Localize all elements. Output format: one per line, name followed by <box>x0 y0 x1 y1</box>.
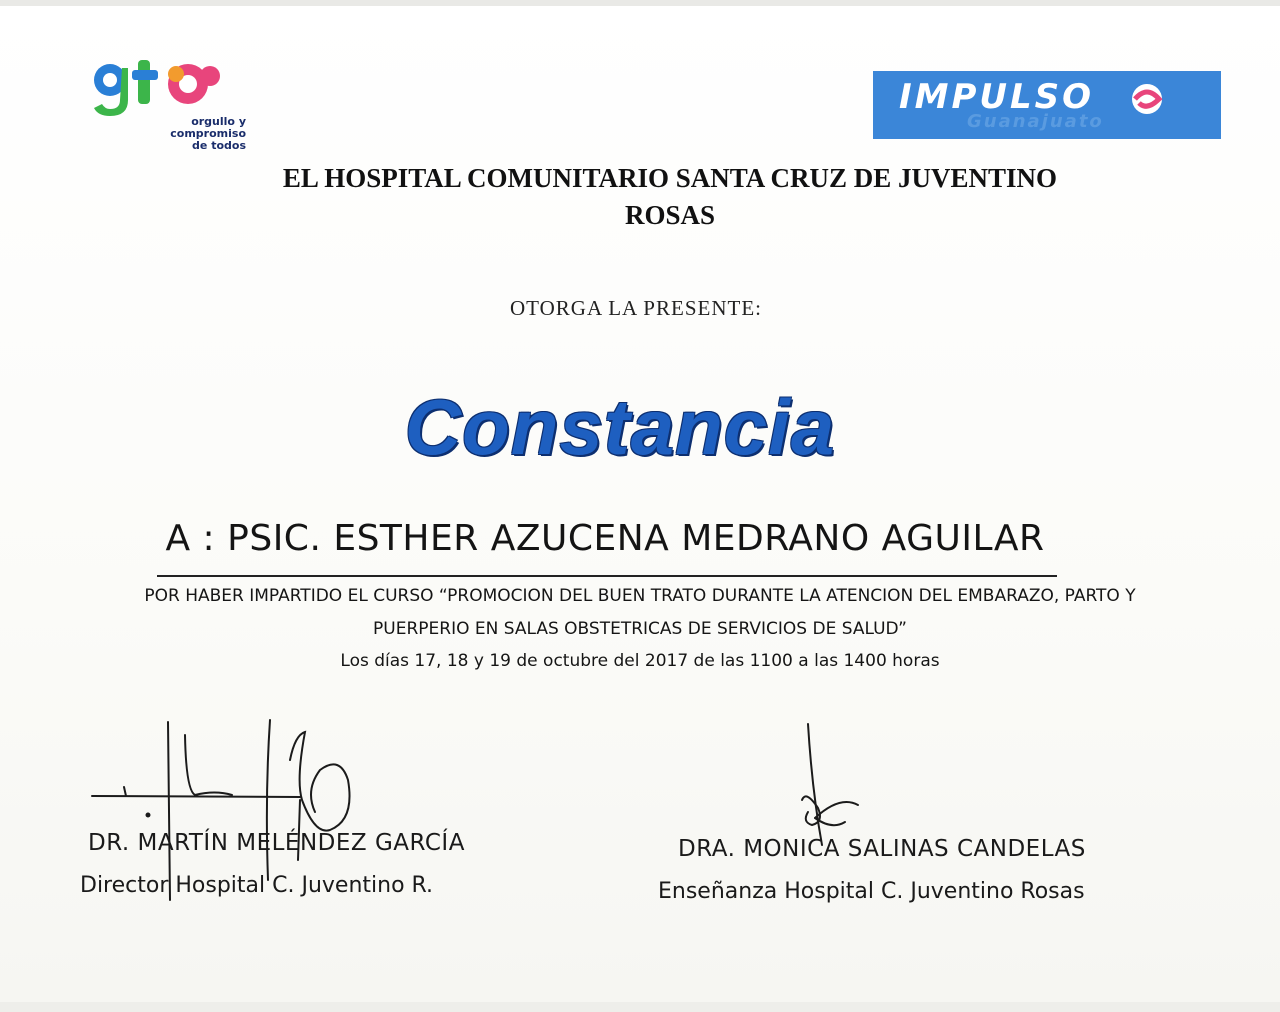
signature-right <box>802 724 858 845</box>
gto-tagline-line3: de todos <box>192 139 246 152</box>
reason-line2: PUERPERIO EN SALAS OBSTETRICAS DE SERVICIOS DE SALUD” <box>373 619 907 639</box>
recipient-underline <box>157 575 1057 577</box>
course-dates: Los días 17, 18 y 19 de octubre del 2017 de las 1100 a las 1400 horas <box>340 651 940 671</box>
paper-edge-bottom <box>0 1002 1280 1012</box>
impulso-logo <box>873 71 1221 139</box>
gto-tagline <box>146 116 246 152</box>
gto-wordmark-icon <box>88 56 238 118</box>
hospital-line1: EL HOSPITAL COMUNITARIO SANTA CRUZ DE JUVENTINO <box>282 163 1058 193</box>
impulso-wordmark: IMPULSO <box>899 77 1095 117</box>
signer-2-role: Enseñanza Hospital C. Juventino Rosas <box>658 879 1085 904</box>
gto-tagline-line2: compromiso <box>170 127 246 140</box>
gto-logo <box>88 56 248 156</box>
gto-tagline-line1: orgullo y <box>191 115 246 128</box>
impulso-swirl-icon <box>1129 81 1165 117</box>
recipient-name: A : PSIC. ESTHER AZUCENA MEDRANO AGUILAR <box>165 518 1045 559</box>
hospital-heading <box>180 160 1160 234</box>
signer-2-name: DRA. MONICA SALINAS CANDELAS <box>678 836 1086 862</box>
grants-line: OTORGA LA PRESENTE: <box>510 296 762 320</box>
certificate-title: Constancia <box>404 383 836 471</box>
hospital-line2: ROSAS <box>624 200 716 230</box>
signer-1-name: DR. MARTÍN MELÉNDEZ GARCÍA <box>88 830 465 856</box>
impulso-subtitle: Guanajuato <box>967 111 1104 132</box>
paper-edge-top <box>0 0 1280 6</box>
signer-1-role: Director Hospital C. Juventino R. <box>80 873 434 898</box>
reason-line1: POR HABER IMPARTIDO EL CURSO “PROMOCION DEL BUEN TRATO DURANTE LA ATENCION DEL EMBARAZO, PARTO Y <box>144 586 1136 606</box>
